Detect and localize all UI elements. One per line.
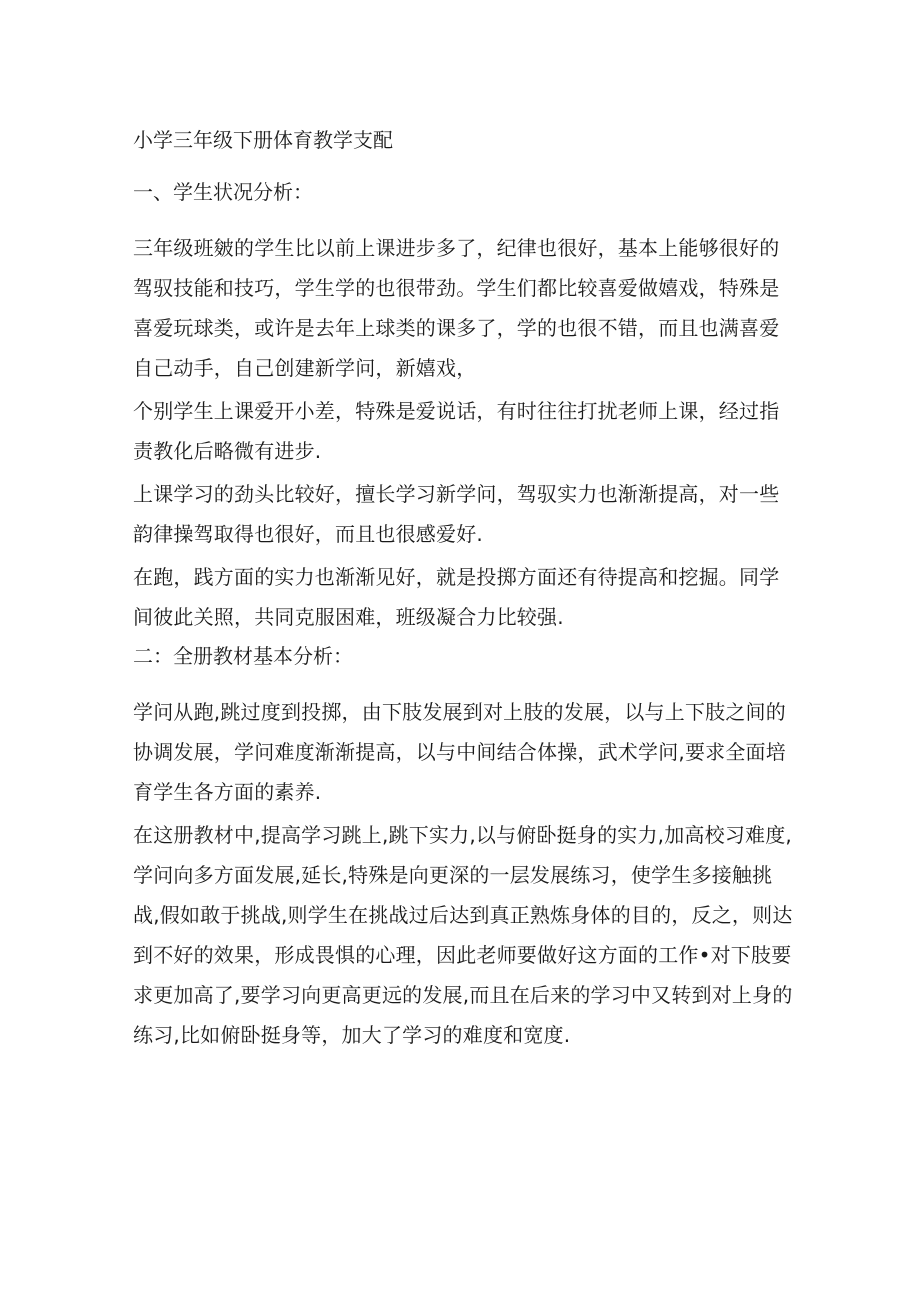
- paragraph: 三年级班皴的学生比以前上课进步多了，纪律也很好，基本上能够很好的驾驭技能和技巧，学生学的也很带劲。学生们都比较喜爱做嬉戏，特殊是喜爱玩球类，或许是去年上球类的课多了，学的也很不错，而且也满喜爱自己动手，自己创建新学问，新嬉戏，: [133, 236, 780, 380]
- paragraph: 学问从跑,跳过度到投掷，由下肢发展到对上肢的发展，以与上下肢之间的协调发展，学问难度渐渐提高，以与中间结合体操，武术学问,要求全面培育学生各方面的素养.: [133, 700, 786, 804]
- section-heading-student-analysis: 一、学生状况分析：: [133, 180, 313, 204]
- document-page: [133, 124, 793, 1058]
- section-heading-textbook-analysis: 二：全册教材基本分析：: [133, 644, 353, 668]
- paragraph: 个别学生上课爱开小差，特殊是爱说话，有时往往打扰老师上课，经过指责教化后略微有进步.: [133, 399, 780, 463]
- paragraph: 上课学习的劲头比较好，擅长学习新学问，驾驭实力也渐渐提高，对一些韵律操驾取得也很好，而且也很感爱好.: [133, 482, 780, 546]
- paragraph: 在这册教材中,提高学习跳上,跳下实力,以与俯卧挺身的实力,加高校习难度,学问向多方面发展,延长,特殊是向更深的一层发展练习，使学生多接触挑战,假如敢于挑战,则学生在挑战过后达到真正熟炼身体的目的，反之，则达到不好的效果，形成畏惧的心理，因此老师要做好这方面的工作•对下肢要求更加高了,要学习向更高更远的发展,而且在后来的学习中又转到对上身的练习,比如俯卧挺身等，加大了学习的难度和宽度.: [133, 823, 793, 1047]
- paragraph: 在跑，践方面的实力也渐渐见好，就是投掷方面还有待提高和挖掘。同学间彼此关照，共同克服困难，班级凝合力比较强.: [133, 565, 780, 629]
- document-title: 小学三年级下册体育教学支配: [133, 128, 393, 152]
